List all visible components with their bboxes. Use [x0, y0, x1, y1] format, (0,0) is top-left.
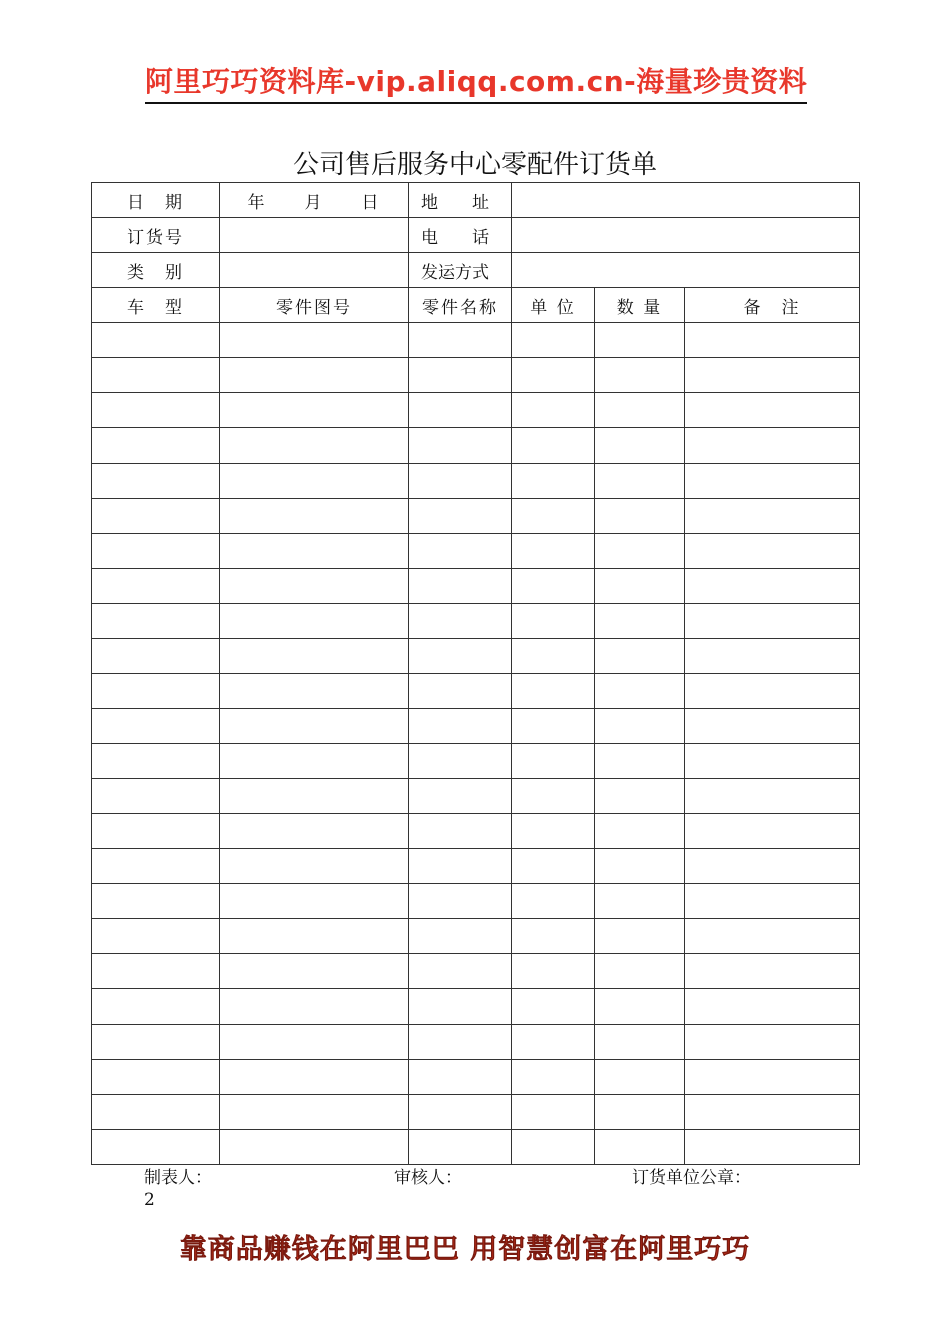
blank-cell [409, 954, 512, 989]
blank-cell [220, 428, 409, 463]
blank-cell [512, 673, 595, 708]
reviewed-by-label: 审核人： [394, 1168, 462, 1188]
blank-cell [512, 568, 595, 603]
shipping-method-label: 发运方式 [409, 253, 512, 288]
blank-cell [685, 849, 860, 884]
blank-cell [220, 814, 409, 849]
blank-cell [595, 954, 685, 989]
blank-cell [92, 884, 220, 919]
order-form-table [91, 182, 860, 1165]
blank-cell [92, 568, 220, 603]
table-row [92, 533, 860, 568]
blank-cell [685, 393, 860, 428]
blank-cell [595, 708, 685, 743]
blank-cell [409, 428, 512, 463]
blank-cell [409, 1024, 512, 1059]
blank-cell [409, 1094, 512, 1129]
table-row [92, 393, 860, 428]
blank-cell [92, 498, 220, 533]
blank-cell [685, 568, 860, 603]
blank-cell [92, 1129, 220, 1164]
blank-cell [685, 1094, 860, 1129]
blank-cell [409, 1129, 512, 1164]
blank-cell [220, 568, 409, 603]
blank-cell [220, 989, 409, 1024]
blank-cell [92, 463, 220, 498]
footer-slogan: 靠商品赚钱在阿里巴巴 用智慧创富在阿里巧巧 [179, 1234, 751, 1265]
blank-cell [595, 463, 685, 498]
blank-cell [220, 1129, 409, 1164]
blank-cell [220, 358, 409, 393]
blank-cell [220, 919, 409, 954]
blank-cell [685, 498, 860, 533]
blank-cell [92, 603, 220, 638]
blank-cell [685, 1129, 860, 1164]
blank-cell [685, 814, 860, 849]
table-row [92, 673, 860, 708]
blank-cell [595, 919, 685, 954]
blank-cell [595, 1129, 685, 1164]
order-number-value [220, 218, 409, 253]
blank-cell [220, 1024, 409, 1059]
blank-cell [409, 814, 512, 849]
blank-cell [685, 744, 860, 779]
blank-cell [409, 884, 512, 919]
blank-cell [512, 1129, 595, 1164]
page-number: 2 [144, 1190, 155, 1210]
blank-cell [512, 744, 595, 779]
col-unit: 单 位 [512, 288, 595, 323]
blank-cell [220, 393, 409, 428]
blank-cell [685, 1059, 860, 1094]
table-row [92, 744, 860, 779]
blank-cell [220, 1094, 409, 1129]
blank-cell [220, 603, 409, 638]
table-row [92, 463, 860, 498]
blank-cell [220, 323, 409, 358]
blank-cell [595, 744, 685, 779]
blank-cell [409, 498, 512, 533]
blank-cell [220, 708, 409, 743]
date-value: 年 月 日 [220, 183, 409, 218]
blank-cell [409, 989, 512, 1024]
blank-cell [512, 533, 595, 568]
header-banner: 阿里巧巧资料库-vip.aliqq.com.cn-海量珍贵资料 [145, 62, 807, 104]
blank-cell [512, 1024, 595, 1059]
order-number-label: 订货号 [92, 218, 220, 253]
blank-cell [512, 1094, 595, 1129]
blank-cell [92, 989, 220, 1024]
blank-cell [92, 428, 220, 463]
blank-cell [595, 568, 685, 603]
address-value [512, 183, 860, 218]
col-remarks: 备 注 [685, 288, 860, 323]
blank-cell [685, 358, 860, 393]
blank-cell [92, 533, 220, 568]
table-row [92, 638, 860, 673]
table-row [92, 989, 860, 1024]
blank-cell [92, 393, 220, 428]
col-part-name: 零件名称 [409, 288, 512, 323]
info-row-order-number [92, 218, 860, 253]
blank-cell [595, 393, 685, 428]
category-value [220, 253, 409, 288]
blank-cell [92, 1024, 220, 1059]
blank-cell [595, 779, 685, 814]
info-row-date [92, 183, 860, 218]
blank-cell [595, 533, 685, 568]
blank-cell [409, 1059, 512, 1094]
blank-cell [595, 358, 685, 393]
blank-cell [595, 498, 685, 533]
table-row [92, 323, 860, 358]
blank-cell [409, 568, 512, 603]
table-row [92, 1094, 860, 1129]
blank-cell [512, 989, 595, 1024]
blank-cell [685, 603, 860, 638]
address-label: 地 址 [409, 183, 512, 218]
phone-label: 电 话 [409, 218, 512, 253]
blank-cell [685, 323, 860, 358]
blank-cell [685, 884, 860, 919]
blank-cell [595, 428, 685, 463]
date-label: 日 期 [92, 183, 220, 218]
blank-cell [512, 393, 595, 428]
blank-cell [512, 954, 595, 989]
table-row [92, 814, 860, 849]
blank-cell [409, 463, 512, 498]
blank-cell [220, 673, 409, 708]
blank-cell [220, 954, 409, 989]
company-seal-label: 订货单位公章： [632, 1168, 751, 1188]
blank-cell [595, 603, 685, 638]
blank-cell [409, 744, 512, 779]
blank-cell [92, 1059, 220, 1094]
blank-cell [92, 323, 220, 358]
blank-cell [92, 954, 220, 989]
blank-cell [92, 708, 220, 743]
table-row [92, 954, 860, 989]
blank-cell [409, 919, 512, 954]
table-row [92, 708, 860, 743]
blank-cell [220, 463, 409, 498]
blank-cell [595, 814, 685, 849]
table-row [92, 568, 860, 603]
blank-cell [512, 358, 595, 393]
blank-cell [685, 428, 860, 463]
table-row [92, 603, 860, 638]
blank-cell [409, 323, 512, 358]
blank-cell [92, 358, 220, 393]
blank-cell [512, 428, 595, 463]
blank-cell [685, 954, 860, 989]
blank-cell [409, 673, 512, 708]
blank-cell [220, 779, 409, 814]
blank-cell [595, 638, 685, 673]
blank-cell [595, 849, 685, 884]
blank-cell [685, 779, 860, 814]
blank-cell [595, 673, 685, 708]
blank-cell [92, 779, 220, 814]
blank-cell [409, 603, 512, 638]
blank-cell [512, 779, 595, 814]
blank-cell [409, 393, 512, 428]
blank-cell [685, 989, 860, 1024]
blank-cell [92, 1094, 220, 1129]
blank-cell [512, 884, 595, 919]
table-row [92, 358, 860, 393]
table-row [92, 884, 860, 919]
prepared-by-label: 制表人： [144, 1168, 212, 1188]
blank-cell [220, 638, 409, 673]
blank-cell [595, 989, 685, 1024]
blank-cell [220, 849, 409, 884]
table-row [92, 428, 860, 463]
blank-cell [512, 638, 595, 673]
blank-cell [220, 533, 409, 568]
blank-cell [220, 884, 409, 919]
blank-cell [92, 849, 220, 884]
blank-cell [220, 744, 409, 779]
blank-cell [595, 1024, 685, 1059]
table-row [92, 779, 860, 814]
category-label: 类 别 [92, 253, 220, 288]
blank-cell [595, 884, 685, 919]
blank-cell [685, 708, 860, 743]
blank-cell [685, 1024, 860, 1059]
shipping-method-value [512, 253, 860, 288]
col-part-drawing-number: 零件图号 [220, 288, 409, 323]
table-row [92, 1059, 860, 1094]
blank-cell [595, 323, 685, 358]
blank-cell [409, 358, 512, 393]
blank-cell [220, 1059, 409, 1094]
blank-cell [92, 814, 220, 849]
blank-cell [685, 463, 860, 498]
blank-cell [409, 708, 512, 743]
blank-cell [92, 919, 220, 954]
blank-cell [512, 498, 595, 533]
blank-cell [512, 323, 595, 358]
blank-cell [512, 463, 595, 498]
blank-cell [512, 814, 595, 849]
column-header-row [92, 288, 860, 323]
blank-cell [92, 638, 220, 673]
table-row [92, 1129, 860, 1164]
document-title: 公司售后服务中心零配件订货单 [292, 150, 657, 180]
blank-cell [685, 919, 860, 954]
blank-cell [409, 638, 512, 673]
blank-cell [512, 849, 595, 884]
blank-cell [512, 603, 595, 638]
table-row [92, 498, 860, 533]
blank-cell [595, 1094, 685, 1129]
table-row [92, 849, 860, 884]
blank-cell [685, 638, 860, 673]
blank-cell [220, 498, 409, 533]
blank-cell [512, 1059, 595, 1094]
blank-cell [409, 779, 512, 814]
blank-cell [685, 533, 860, 568]
info-row-category [92, 253, 860, 288]
blank-cell [685, 673, 860, 708]
blank-cell [409, 533, 512, 568]
blank-cell [92, 744, 220, 779]
blank-cell [409, 849, 512, 884]
phone-value [512, 218, 860, 253]
table-row [92, 1024, 860, 1059]
col-quantity: 数 量 [595, 288, 685, 323]
blank-cell [595, 1059, 685, 1094]
blank-cell [512, 919, 595, 954]
blank-cell [512, 708, 595, 743]
table-row [92, 919, 860, 954]
blank-cell [92, 673, 220, 708]
col-vehicle-model: 车 型 [92, 288, 220, 323]
